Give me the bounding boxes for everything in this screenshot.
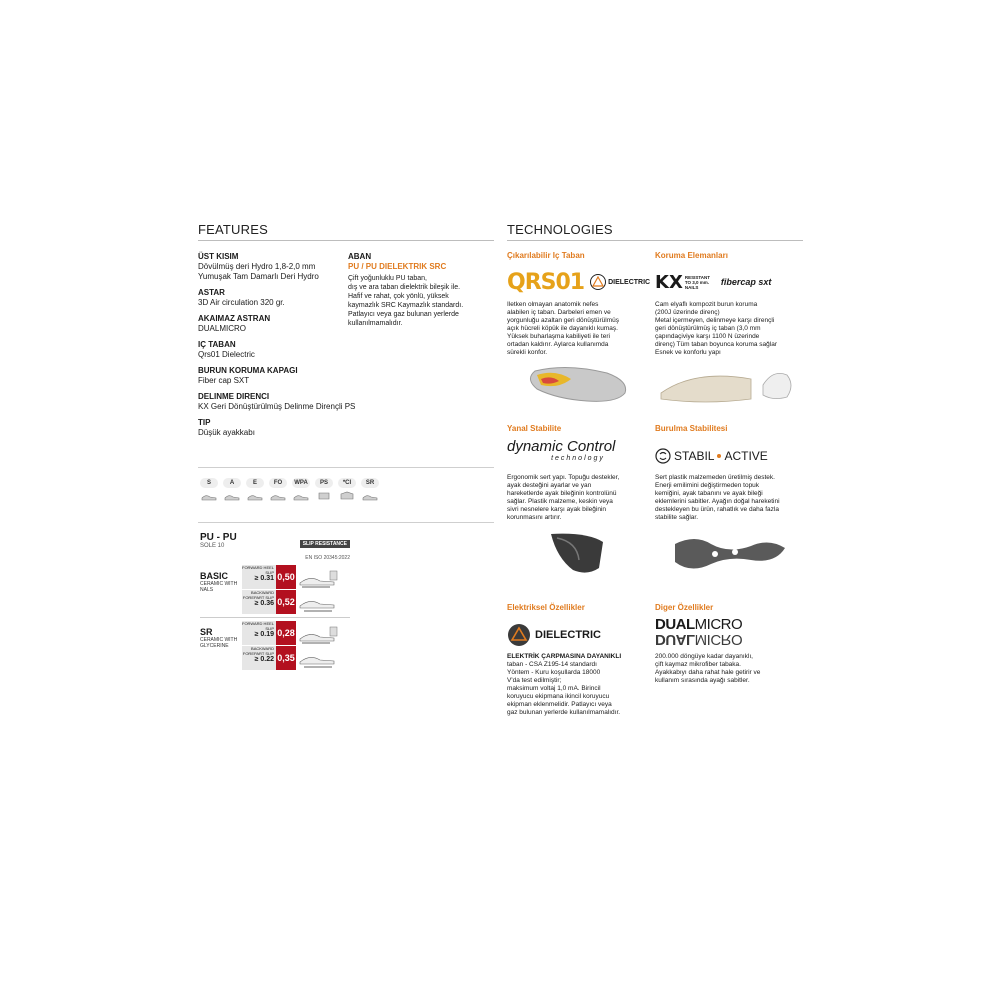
slip-row-desc: CERAMIC WITH GLYCERINE xyxy=(200,637,238,649)
sole-desc-line: Hafif ve rahat, çok yönlü, yüksek xyxy=(348,293,449,300)
dualmicro-logo xyxy=(655,617,803,651)
feature-item xyxy=(198,418,348,438)
cert-icon-fo xyxy=(267,478,289,504)
tech-desc-line: Yüksek buharlaşma kabiliyeti ile teri xyxy=(507,333,610,340)
slip-test-req: ≥ 0.19 xyxy=(254,631,274,638)
features-right-column xyxy=(348,252,488,328)
cert-label: FO xyxy=(269,478,287,488)
tech-heading: Elektriksel Özellikler xyxy=(507,603,585,612)
sole-description xyxy=(348,274,488,328)
sole-desc-line: Patlayıcı veya gaz bulunan yerlerde xyxy=(348,311,459,318)
slip-test-value: 0,28 xyxy=(276,621,296,645)
tech-description xyxy=(507,474,649,522)
micro-label: MICRO xyxy=(694,631,743,648)
tech-desc-line: korunmasını artırır. xyxy=(507,514,562,521)
dielectric-label: DIELECTRIC xyxy=(608,278,651,286)
slip-test-label: BACKWARD FOREPART SLIP xyxy=(242,590,274,600)
active-label: ACTIVE xyxy=(724,449,768,463)
feature-label: ÜST KISIM xyxy=(198,252,239,261)
stabil-label: STABIL xyxy=(674,449,715,463)
tech-desc-line: Esnek ve konforlu yapı xyxy=(655,349,721,356)
slip-test xyxy=(242,565,350,589)
tech-desc-line: geri dönüştürülmüş iç taban (3,0 mm xyxy=(655,325,761,332)
cert-icon-ps xyxy=(313,478,335,504)
dielectric-icon xyxy=(590,274,606,290)
tech-desc-line: açık hücreli köpük ile dayanıklı kumaş. xyxy=(507,325,618,332)
feature-value: KX Geri Dönüştürülmüş Delinme Dirençli PS xyxy=(198,402,356,411)
slip-test-req: ≥ 0.31 xyxy=(254,575,274,582)
slip-test-value: 0,52 xyxy=(276,590,296,614)
feature-label: ASTAR xyxy=(198,288,225,297)
sole-desc-line: Çift yoğunluklu PU taban, xyxy=(348,275,427,282)
slip-badge: SLIP RESISTANCE xyxy=(300,540,350,548)
tech-desc-line: gaz bulunan yerlerde kullanılmamalıdır. xyxy=(507,709,621,716)
cert-label: S xyxy=(200,478,218,488)
tech-desc-line: alabilen iç taban. Darbeleri emen ve xyxy=(507,309,611,316)
feature-value: Dövülmüş deri Hydro 1,8-2,0 mm xyxy=(198,262,316,271)
technologies-divider xyxy=(507,240,803,241)
feature-item xyxy=(198,392,356,412)
feature-value: Qrs01 Dielectric xyxy=(198,350,255,359)
slip-test-label: FORWARD HEEL SLIP xyxy=(242,565,275,575)
tech-block-lateral xyxy=(507,424,649,583)
tech-heading: Çıkarılabilir Iç Taban xyxy=(507,251,585,260)
feature-label: DELINME DIRENCI xyxy=(198,392,270,401)
feature-item xyxy=(198,366,348,386)
features-divider xyxy=(198,240,494,241)
feature-label: BURUN KORUMA KAPAGI xyxy=(198,366,298,375)
kx-caption: RESISTANT TO 3,0 mm. NAILS xyxy=(684,274,710,290)
feature-value: Fiber cap SXT xyxy=(198,376,250,385)
kx-logo: KX xyxy=(655,271,683,293)
slip-test-label: BACKWARD FOREPART SLIP xyxy=(242,646,274,656)
tech-desc-line: ELEKTRİK ÇARPMASINA DAYANIKLI xyxy=(507,653,622,660)
cert-label: SR xyxy=(361,478,379,488)
tech-block-torsion xyxy=(655,424,803,583)
tech-desc-line: koruyucu ekipmana ikincil koruyucu xyxy=(507,693,610,700)
tech-block-insole xyxy=(507,251,649,412)
feature-item xyxy=(198,288,348,308)
tech-desc-line: (200J üzerinde direnç) xyxy=(655,309,720,316)
tech-desc-line: V'da test edilmiştir; xyxy=(507,677,562,684)
feature-value: Yumuşak Tam Damarlı Deri Hydro xyxy=(198,272,319,281)
slip-title: PU - PU xyxy=(200,532,237,543)
dynamic-control-logo: dynamic Control xyxy=(507,438,616,455)
tech-description xyxy=(655,474,803,522)
slip-separator xyxy=(198,522,494,523)
tech-desc-line: ayak desteğini ayarlar ve yan xyxy=(507,482,592,489)
sole-desc-line: dış ve ara taban dielektrik bileşik ile. xyxy=(348,284,461,291)
cert-icon-s xyxy=(198,478,220,504)
slip-test-value: 0,35 xyxy=(276,646,296,670)
tech-heading: Burulma Stabilitesi xyxy=(655,424,728,433)
tech-desc-line: sağlar. Plastik malzeme, keskin veya xyxy=(507,498,613,505)
tech-desc-line: maksimum voltaj 1,0 mA. Birincil xyxy=(507,685,601,692)
dualmicro-reflection xyxy=(655,632,803,647)
qrs01-logo: QRS01 xyxy=(507,269,585,295)
tech-desc-line: 200.000 döngüye kadar dayanıklı, xyxy=(655,653,753,660)
micro-label: MICRO xyxy=(694,616,743,633)
dielectric-label: DIELECTRIC xyxy=(535,629,601,641)
tech-desc-line: Ergonomik sert yapı. Topuğu destekler, xyxy=(507,474,620,481)
tech-block-electrical xyxy=(507,603,649,717)
feature-label: IÇ TABAN xyxy=(198,340,236,349)
dielectric-icon xyxy=(507,623,531,647)
cert-icon-a xyxy=(221,478,243,504)
slip-row-basic xyxy=(200,565,350,614)
tech-heading: Yanal Stabilite xyxy=(507,424,562,433)
slip-test-req: ≥ 0.36 xyxy=(254,600,274,607)
dual-label: DUAL xyxy=(655,616,695,633)
tech-desc-line: ortadan kaldırır. Aylarca kullanımda xyxy=(507,341,609,348)
stabil-icon xyxy=(655,448,671,464)
slip-test-illustration xyxy=(296,590,340,614)
slip-row-sr xyxy=(200,621,350,670)
cert-label: WPA xyxy=(292,478,310,488)
tech-desc-line: kemiğini, ayak tabanını ve ayak bileği xyxy=(655,490,763,497)
features-title: FEATURES xyxy=(198,222,268,237)
dual-label: DUAL xyxy=(655,631,695,648)
cert-label: A xyxy=(223,478,241,488)
tech-desc-line: kullanım sırasında ayağı sabitler. xyxy=(655,677,750,684)
insole-image xyxy=(507,359,649,407)
tech-desc-line: çift kaymaz mikrofiber tabaka. xyxy=(655,661,741,668)
slip-test-illustration xyxy=(296,565,340,589)
cert-icon-e xyxy=(244,478,266,504)
tech-desc-line: Sert plastik malzemeden üretilmiş destek. xyxy=(655,474,775,481)
sole-subtitle: PU / PU DIELEKTRIK SRC xyxy=(348,262,447,271)
tech-desc-line: destekleyen bu ürün, rahatlık ve daha fazla xyxy=(655,506,779,513)
technologies-title: TECHNOLOGIES xyxy=(507,222,613,237)
tech-desc-line: hareketlerde ayak bileğinin kontrolünü xyxy=(507,490,617,497)
tech-heading: Diger Özellikler xyxy=(655,603,714,612)
sole-desc-line: kullanılmamalıdır. xyxy=(348,320,403,327)
features-separator xyxy=(198,467,494,468)
slip-test-value: 0,50 xyxy=(276,565,296,589)
tech-desc-line: sivri nesnelere karşı ayak bileğinin xyxy=(507,506,606,513)
tech-block-protection xyxy=(655,251,803,412)
slip-table xyxy=(200,532,350,670)
tech-desc-line: Enerji emilimini değiştirmeden topuk xyxy=(655,482,760,489)
heel-counter-image xyxy=(507,528,649,578)
cert-icon-sr xyxy=(359,478,381,504)
slip-test-label: FORWARD HEEL SLIP xyxy=(242,621,275,631)
tech-desc-line: Iletken olmayan anatomik nefes xyxy=(507,301,599,308)
tech-desc-line: Metal içermeyen, delinmeye karşı dirençli xyxy=(655,317,775,324)
tech-description xyxy=(507,301,649,357)
tech-heading: Koruma Elemanları xyxy=(655,251,728,260)
slip-test xyxy=(242,621,350,645)
feature-item xyxy=(198,314,348,334)
slip-test-illustration xyxy=(296,646,340,670)
slip-standard: EN ISO 20345:2022 xyxy=(305,555,350,561)
cert-icon-ci xyxy=(336,478,358,504)
tech-description xyxy=(507,653,649,717)
feature-value: 3D Air circulation 320 gr. xyxy=(198,298,285,307)
tech-desc-line: stabilite sağlar. xyxy=(655,514,698,521)
tech-description xyxy=(655,301,803,357)
slip-row-divider xyxy=(200,617,350,618)
tech-description xyxy=(655,653,803,685)
shank-image xyxy=(655,528,803,578)
tech-desc-line: Ayakkabıyı daha rahat hale getirir ve xyxy=(655,669,761,676)
feature-item xyxy=(198,340,348,360)
slip-test xyxy=(242,646,350,670)
tech-desc-line: eklemlerini sabitler. Ayağın doğal hareketini xyxy=(655,498,780,505)
slip-test-req: ≥ 0.22 xyxy=(254,656,274,663)
tech-desc-line: yorgunluğu azaltan geri dönüştürülmüş xyxy=(507,317,620,324)
tech-desc-line: sürekli konfor. xyxy=(507,349,548,356)
cert-label: *CI xyxy=(338,478,356,488)
tech-desc-line: Yöntem - Kuru koşullarda 18000 xyxy=(507,669,601,676)
tech-desc-line: ekipman eklenmelidir. Patlayıcı veya xyxy=(507,701,612,708)
slip-row-name: SR xyxy=(200,627,213,637)
slip-test xyxy=(242,590,350,614)
tech-desc-line: çapındaçiviye karşı 1100 N üzerinde xyxy=(655,333,760,340)
feature-value: DUALMICRO xyxy=(198,324,247,333)
tech-block-other xyxy=(655,603,803,685)
sole-desc-line: kaymazlık SRC Kaymazlık standardı. xyxy=(348,302,464,309)
fibercap-logo: fibercap sxt xyxy=(720,277,772,287)
slip-row-name: BASIC xyxy=(200,571,229,581)
tech-desc-line: Cam elyaflı kompozit burun koruma xyxy=(655,301,758,308)
slip-test-illustration xyxy=(296,621,340,645)
cert-label: PS xyxy=(315,478,333,488)
sole-label: ABAN xyxy=(348,252,372,261)
feature-label: AKAIMAZ ASTRAN xyxy=(198,314,271,323)
stabil-dot xyxy=(717,454,721,458)
cert-icon-wpa xyxy=(290,478,312,504)
feature-label: TIP xyxy=(198,418,211,427)
protection-image xyxy=(655,359,803,407)
feature-value: Düşük ayakkabı xyxy=(198,428,255,437)
tech-desc-line: direnç) Tüm taban boyunca koruma sağlar xyxy=(655,341,777,348)
features-left-column xyxy=(198,252,356,438)
cert-label: E xyxy=(246,478,264,488)
tech-desc-line: taban - CSA Z195-14 standardı xyxy=(507,661,597,668)
dynamic-control-sub: technology xyxy=(551,455,605,462)
slip-row-desc: CERAMIC WITH NALS xyxy=(200,581,238,593)
cert-icons-row xyxy=(198,478,381,504)
feature-item xyxy=(198,252,348,282)
slip-sole: SOLE 10 xyxy=(200,543,225,549)
